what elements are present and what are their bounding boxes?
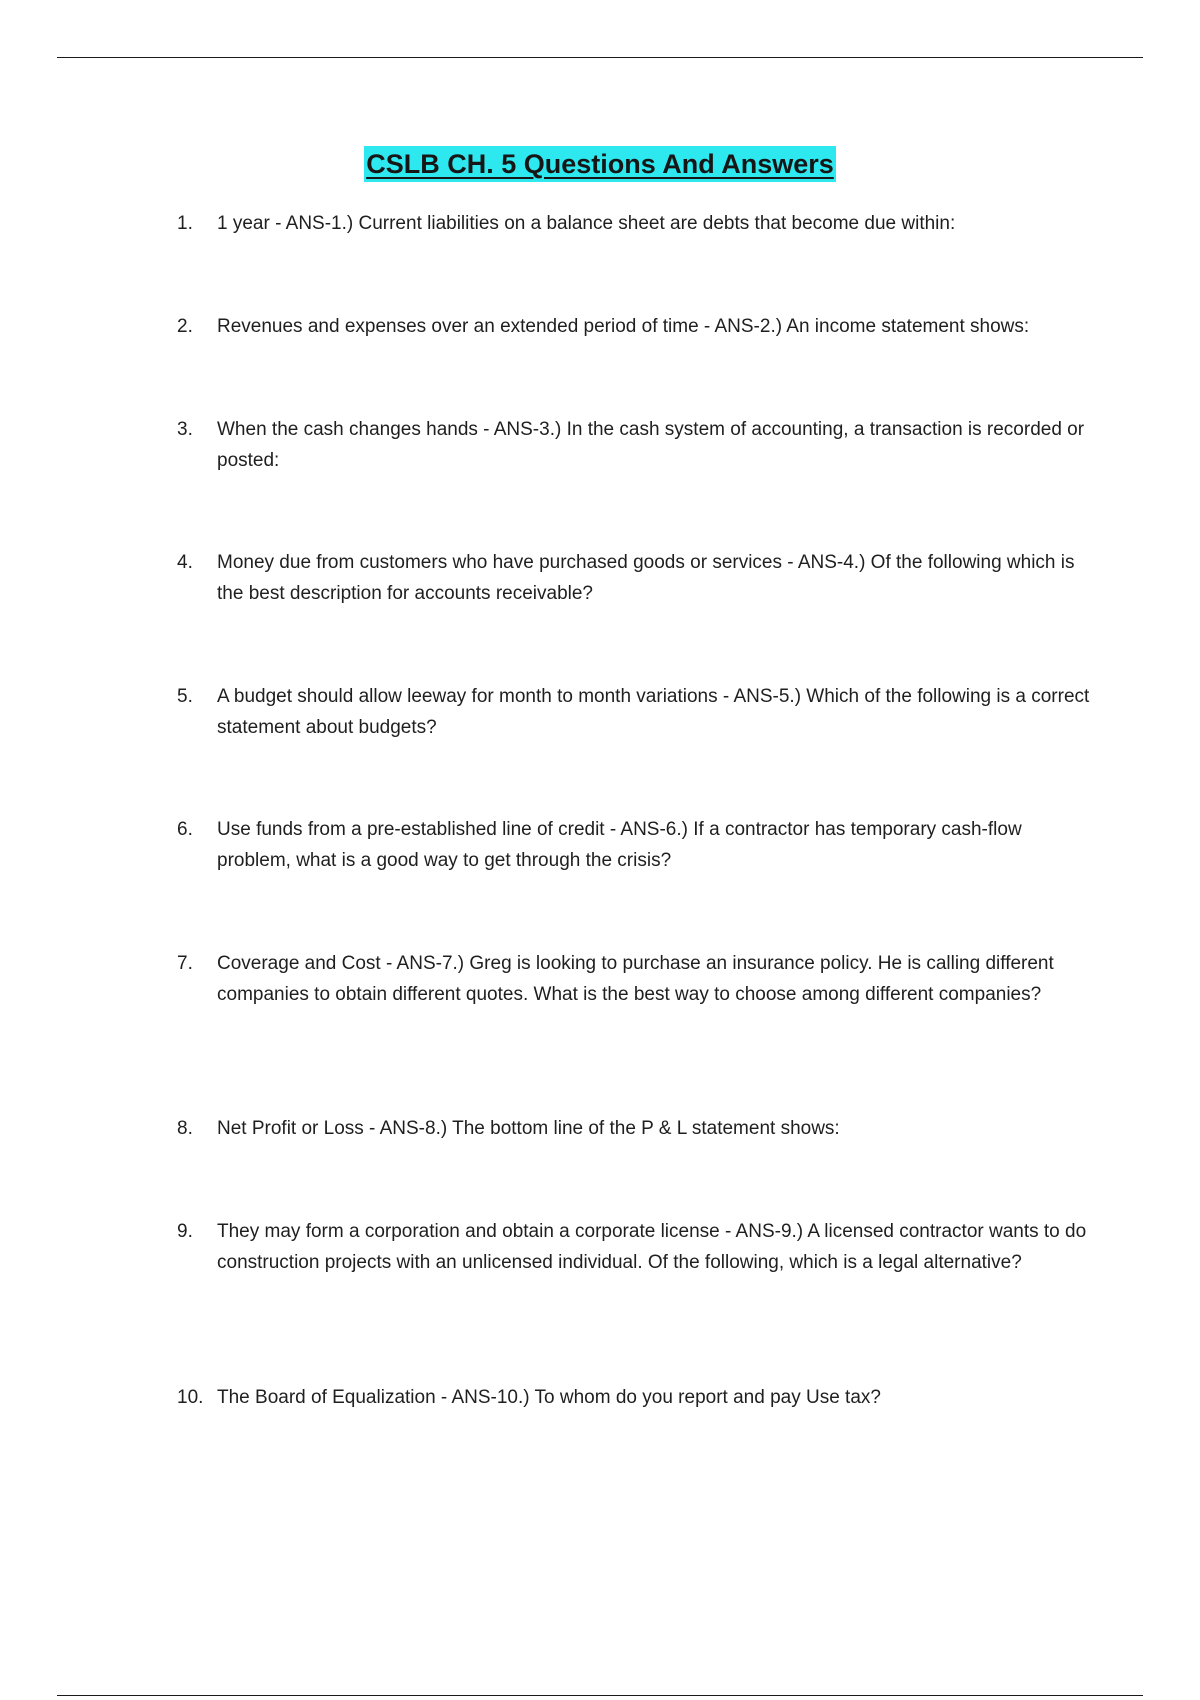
bottom-rule: [57, 1695, 1143, 1696]
item-number: 5.: [177, 686, 193, 707]
item-text: Revenues and expenses over an extended period of time - ANS-2.) An income statement shows:: [217, 316, 1030, 337]
item-number: 8.: [177, 1118, 193, 1139]
item-text: 1 year - ANS-1.) Current liabilities on a balance sheet are debts that become due within:: [217, 213, 956, 234]
list-item: [177, 681, 1097, 743]
list-item: [177, 414, 1097, 476]
item-number: 6.: [177, 819, 193, 840]
item-text: The Board of Equalization - ANS-10.) To whom do you report and pay Use tax?: [217, 1387, 881, 1408]
item-number: 3.: [177, 419, 193, 440]
item-number: 4.: [177, 552, 193, 573]
list-item: [177, 1216, 1097, 1278]
list-item: [177, 1113, 1097, 1144]
item-number: 9.: [177, 1221, 193, 1242]
item-text: Coverage and Cost - ANS-7.) Greg is looking to purchase an insurance policy. He is calling different companies to obtain different quotes. What is the best way to choose among different companies?: [217, 953, 1054, 1005]
list-item: [177, 814, 1097, 876]
list-item: [177, 1382, 1097, 1413]
item-text: When the cash changes hands - ANS-3.) In the cash system of accounting, a transaction is recorded or posted:: [217, 419, 1085, 471]
list-item: [177, 208, 1097, 239]
item-number: 7.: [177, 953, 193, 974]
item-number: 10.: [177, 1387, 204, 1408]
item-text: They may form a corporation and obtain a corporate license - ANS-9.) A licensed contractor wants to do construction projects with an unlicensed individual. Of the following, which is a legal alternative?: [217, 1221, 1087, 1273]
list-item: [177, 948, 1097, 1010]
item-text: A budget should allow leeway for month to month variations - ANS-5.) Which of the following is a correct statement about budgets?: [217, 686, 1090, 738]
item-number: 2.: [177, 316, 193, 337]
page-title: CSLB CH. 5 Questions And Answers: [364, 146, 836, 182]
list-item: [177, 311, 1097, 342]
list-item: [177, 547, 1097, 609]
item-text: Money due from customers who have purchased goods or services - ANS-4.) Of the following which is the best description for accounts receivable?: [217, 552, 1075, 604]
item-text: Net Profit or Loss - ANS-8.) The bottom line of the P & L statement shows:: [217, 1118, 840, 1139]
item-text: Use funds from a pre-established line of credit - ANS-6.) If a contractor has temporary cash-flow problem, what is a good way to get through the crisis?: [217, 819, 1022, 871]
item-number: 1.: [177, 213, 193, 234]
